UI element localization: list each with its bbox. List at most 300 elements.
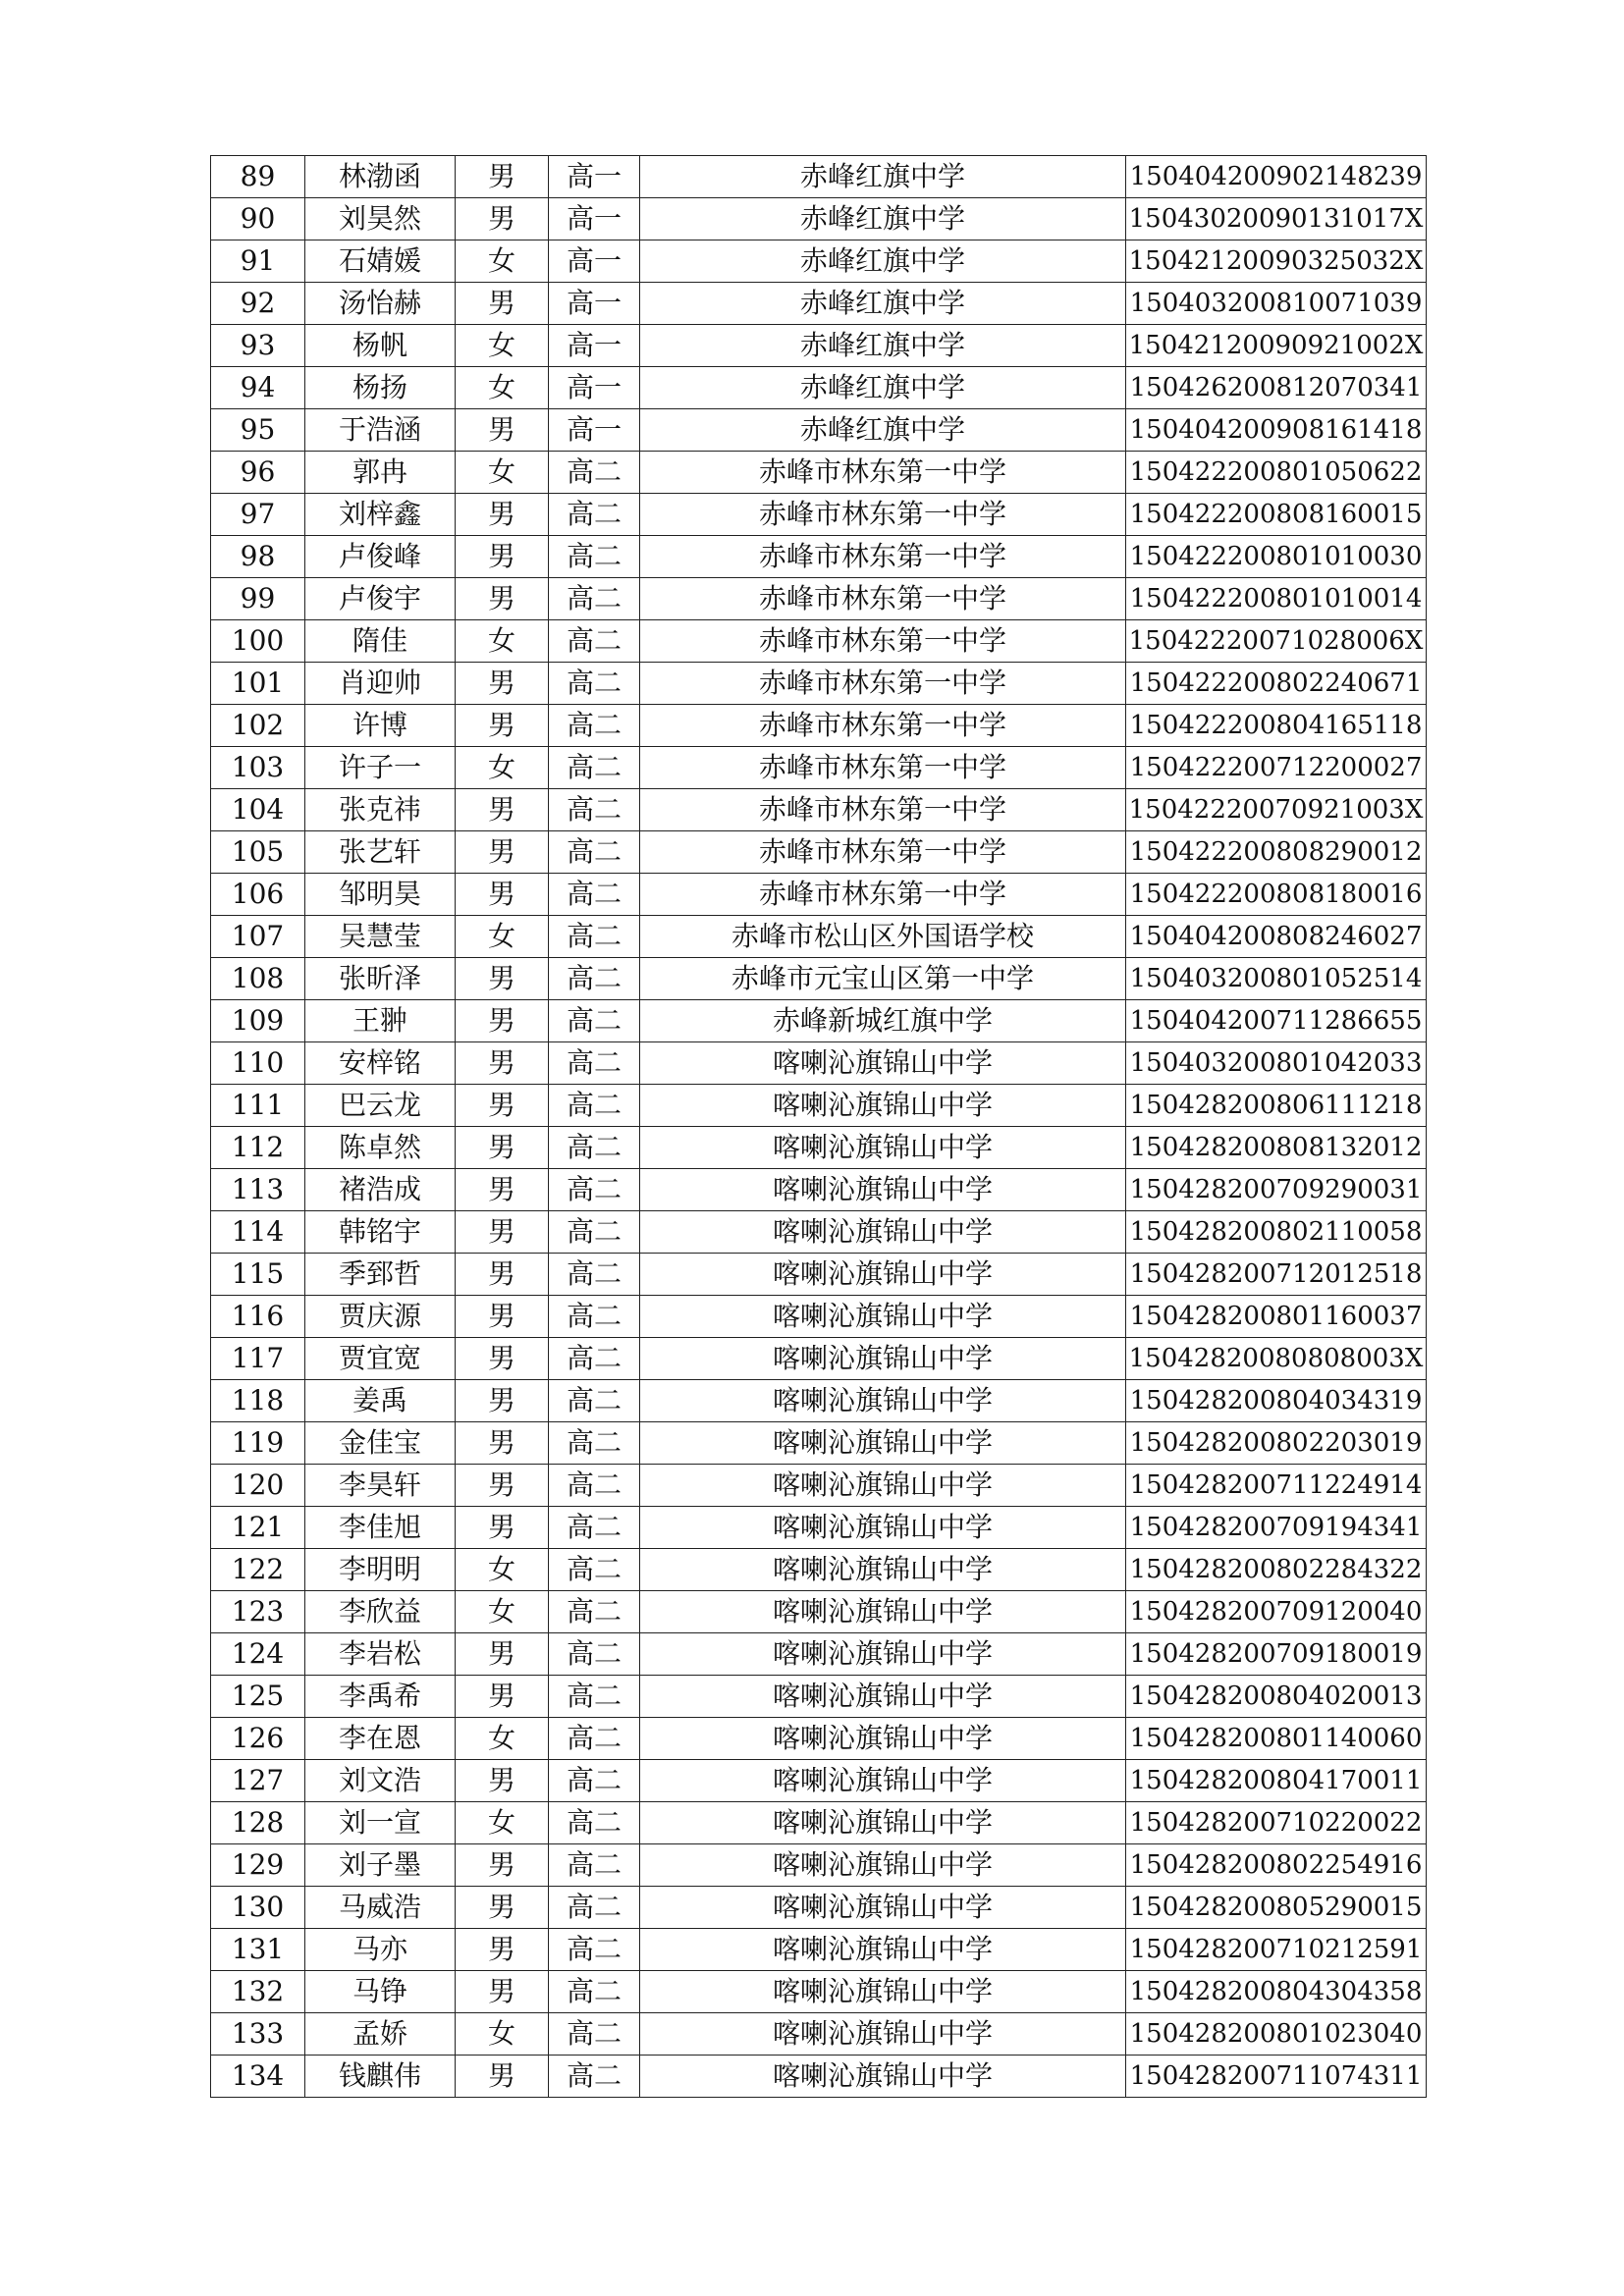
grade-cell: 高二: [549, 1929, 640, 1971]
school-cell: 喀喇沁旗锦山中学: [640, 1254, 1126, 1296]
id-number-cell: 15042120090921002X: [1126, 325, 1427, 367]
school-cell: 赤峰红旗中学: [640, 283, 1126, 325]
table-row: [211, 1591, 1427, 1633]
school-cell: 赤峰市林东第一中学: [640, 747, 1126, 789]
school-cell: 喀喇沁旗锦山中学: [640, 1971, 1126, 2013]
id-number-cell: 150428200805290015: [1126, 1887, 1427, 1929]
student-name-cell: 肖迎帅: [305, 663, 456, 705]
student-name-cell: 于浩涵: [305, 409, 456, 452]
school-cell: 赤峰红旗中学: [640, 325, 1126, 367]
school-cell: 赤峰红旗中学: [640, 367, 1126, 409]
gender-cell: 男: [456, 1887, 549, 1929]
row-number-cell: 123: [211, 1591, 305, 1633]
school-cell: 赤峰市林东第一中学: [640, 536, 1126, 578]
student-name-cell: 郭冉: [305, 452, 456, 494]
grade-cell: 高二: [549, 1760, 640, 1802]
grade-cell: 高二: [549, 747, 640, 789]
student-name-cell: 孟娇: [305, 2013, 456, 2056]
gender-cell: 男: [456, 874, 549, 916]
grade-cell: 高二: [549, 1971, 640, 2013]
row-number-cell: 101: [211, 663, 305, 705]
student-name-cell: 李欣益: [305, 1591, 456, 1633]
id-number-cell: 150422200804165118: [1126, 705, 1427, 747]
gender-cell: 男: [456, 198, 549, 240]
school-cell: 喀喇沁旗锦山中学: [640, 1718, 1126, 1760]
student-name-cell: 李昊轩: [305, 1465, 456, 1507]
student-name-cell: 姜禹: [305, 1380, 456, 1422]
grade-cell: 高一: [549, 325, 640, 367]
row-number-cell: 127: [211, 1760, 305, 1802]
table-row: [211, 1422, 1427, 1465]
table-row: [211, 1296, 1427, 1338]
table-row: [211, 240, 1427, 283]
id-number-cell: 150404200908161418: [1126, 409, 1427, 452]
student-name-cell: 李禹希: [305, 1676, 456, 1718]
row-number-cell: 116: [211, 1296, 305, 1338]
school-cell: 喀喇沁旗锦山中学: [640, 1633, 1126, 1676]
student-name-cell: 贾庆源: [305, 1296, 456, 1338]
school-cell: 喀喇沁旗锦山中学: [640, 1338, 1126, 1380]
row-number-cell: 124: [211, 1633, 305, 1676]
school-cell: 喀喇沁旗锦山中学: [640, 1887, 1126, 1929]
id-number-cell: 150403200801042033: [1126, 1042, 1427, 1085]
gender-cell: 男: [456, 2056, 549, 2098]
school-cell: 赤峰红旗中学: [640, 409, 1126, 452]
school-cell: 赤峰市林东第一中学: [640, 494, 1126, 536]
gender-cell: 男: [456, 1380, 549, 1422]
table-row: [211, 1169, 1427, 1211]
grade-cell: 高二: [549, 1211, 640, 1254]
school-cell: 喀喇沁旗锦山中学: [640, 2013, 1126, 2056]
student-name-cell: 刘一宣: [305, 1802, 456, 1844]
student-name-cell: 陈卓然: [305, 1127, 456, 1169]
table-row: [211, 578, 1427, 620]
school-cell: 赤峰红旗中学: [640, 156, 1126, 198]
student-name-cell: 杨帆: [305, 325, 456, 367]
table-row: [211, 198, 1427, 240]
grade-cell: 高二: [549, 2056, 640, 2098]
gender-cell: 男: [456, 578, 549, 620]
grade-cell: 高二: [549, 1169, 640, 1211]
grade-cell: 高二: [549, 1676, 640, 1718]
table-row: [211, 494, 1427, 536]
grade-cell: 高二: [549, 831, 640, 874]
school-cell: 喀喇沁旗锦山中学: [640, 1591, 1126, 1633]
gender-cell: 女: [456, 367, 549, 409]
gender-cell: 男: [456, 1169, 549, 1211]
student-name-cell: 钱麒伟: [305, 2056, 456, 2098]
gender-cell: 男: [456, 1760, 549, 1802]
table-row: [211, 1085, 1427, 1127]
table-row: [211, 1380, 1427, 1422]
id-number-cell: 15042820080808003X: [1126, 1338, 1427, 1380]
table-row: [211, 325, 1427, 367]
grade-cell: 高二: [549, 1338, 640, 1380]
student-name-cell: 李岩松: [305, 1633, 456, 1676]
student-name-cell: 张艺轩: [305, 831, 456, 874]
gender-cell: 男: [456, 831, 549, 874]
id-number-cell: 150403200810071039: [1126, 283, 1427, 325]
gender-cell: 男: [456, 1844, 549, 1887]
student-name-cell: 褚浩成: [305, 1169, 456, 1211]
table-row: [211, 367, 1427, 409]
row-number-cell: 119: [211, 1422, 305, 1465]
table-row: [211, 1802, 1427, 1844]
school-cell: 赤峰市林东第一中学: [640, 789, 1126, 831]
grade-cell: 高二: [549, 1549, 640, 1591]
grade-cell: 高二: [549, 620, 640, 663]
table-row: [211, 2013, 1427, 2056]
id-number-cell: 150428200802284322: [1126, 1549, 1427, 1591]
row-number-cell: 89: [211, 156, 305, 198]
student-roster-table: [210, 155, 1427, 2098]
grade-cell: 高二: [549, 1127, 640, 1169]
id-number-cell: 150428200802203019: [1126, 1422, 1427, 1465]
grade-cell: 高二: [549, 1000, 640, 1042]
student-name-cell: 刘文浩: [305, 1760, 456, 1802]
student-name-cell: 韩铭宇: [305, 1211, 456, 1254]
school-cell: 赤峰市林东第一中学: [640, 452, 1126, 494]
grade-cell: 高二: [549, 1887, 640, 1929]
gender-cell: 男: [456, 1929, 549, 1971]
row-number-cell: 122: [211, 1549, 305, 1591]
row-number-cell: 131: [211, 1929, 305, 1971]
school-cell: 赤峰市林东第一中学: [640, 663, 1126, 705]
grade-cell: 高二: [549, 1591, 640, 1633]
table-row: [211, 1549, 1427, 1591]
id-number-cell: 150428200710220022: [1126, 1802, 1427, 1844]
grade-cell: 高二: [549, 578, 640, 620]
id-number-cell: 150422200712200027: [1126, 747, 1427, 789]
row-number-cell: 97: [211, 494, 305, 536]
school-cell: 喀喇沁旗锦山中学: [640, 1169, 1126, 1211]
row-number-cell: 104: [211, 789, 305, 831]
table-row: [211, 452, 1427, 494]
id-number-cell: 150428200801140060: [1126, 1718, 1427, 1760]
table-row: [211, 1000, 1427, 1042]
gender-cell: 男: [456, 1254, 549, 1296]
grade-cell: 高二: [549, 452, 640, 494]
table-row: [211, 1844, 1427, 1887]
table-row: [211, 620, 1427, 663]
id-number-cell: 150428200710212591: [1126, 1929, 1427, 1971]
student-name-cell: 李明明: [305, 1549, 456, 1591]
school-cell: 喀喇沁旗锦山中学: [640, 2056, 1126, 2098]
id-number-cell: 150426200812070341: [1126, 367, 1427, 409]
grade-cell: 高二: [549, 1380, 640, 1422]
grade-cell: 高二: [549, 494, 640, 536]
school-cell: 喀喇沁旗锦山中学: [640, 1380, 1126, 1422]
grade-cell: 高二: [549, 916, 640, 958]
table-row: [211, 409, 1427, 452]
grade-cell: 高二: [549, 1802, 640, 1844]
school-cell: 赤峰市林东第一中学: [640, 620, 1126, 663]
student-name-cell: 汤怡赫: [305, 283, 456, 325]
row-number-cell: 117: [211, 1338, 305, 1380]
gender-cell: 男: [456, 1633, 549, 1676]
school-cell: 喀喇沁旗锦山中学: [640, 1296, 1126, 1338]
school-cell: 赤峰市林东第一中学: [640, 705, 1126, 747]
id-number-cell: 150404200808246027: [1126, 916, 1427, 958]
row-number-cell: 107: [211, 916, 305, 958]
table-row: [211, 1127, 1427, 1169]
id-number-cell: 150428200802254916: [1126, 1844, 1427, 1887]
row-number-cell: 112: [211, 1127, 305, 1169]
gender-cell: 男: [456, 494, 549, 536]
student-name-cell: 林渤函: [305, 156, 456, 198]
row-number-cell: 96: [211, 452, 305, 494]
id-number-cell: 150428200801160037: [1126, 1296, 1427, 1338]
row-number-cell: 110: [211, 1042, 305, 1085]
school-cell: 赤峰市林东第一中学: [640, 831, 1126, 874]
id-number-cell: 150428200804304358: [1126, 1971, 1427, 2013]
school-cell: 喀喇沁旗锦山中学: [640, 1127, 1126, 1169]
row-number-cell: 121: [211, 1507, 305, 1549]
gender-cell: 男: [456, 409, 549, 452]
table-row: [211, 705, 1427, 747]
table-row: [211, 1338, 1427, 1380]
id-number-cell: 150404200711286655: [1126, 1000, 1427, 1042]
table-row: [211, 283, 1427, 325]
row-number-cell: 132: [211, 1971, 305, 2013]
row-number-cell: 100: [211, 620, 305, 663]
grade-cell: 高二: [549, 1296, 640, 1338]
grade-cell: 高二: [549, 1507, 640, 1549]
student-name-cell: 巴云龙: [305, 1085, 456, 1127]
table-row: [211, 831, 1427, 874]
student-name-cell: 刘梓鑫: [305, 494, 456, 536]
gender-cell: 女: [456, 747, 549, 789]
grade-cell: 高一: [549, 240, 640, 283]
id-number-cell: 150428200806111218: [1126, 1085, 1427, 1127]
grade-cell: 高二: [549, 705, 640, 747]
school-cell: 喀喇沁旗锦山中学: [640, 1760, 1126, 1802]
id-number-cell: 150422200801010030: [1126, 536, 1427, 578]
row-number-cell: 114: [211, 1211, 305, 1254]
table-row: [211, 156, 1427, 198]
grade-cell: 高一: [549, 409, 640, 452]
school-cell: 喀喇沁旗锦山中学: [640, 1422, 1126, 1465]
gender-cell: 女: [456, 240, 549, 283]
gender-cell: 女: [456, 325, 549, 367]
table-row: [211, 958, 1427, 1000]
table-row: [211, 1676, 1427, 1718]
school-cell: 喀喇沁旗锦山中学: [640, 1929, 1126, 1971]
school-cell: 喀喇沁旗锦山中学: [640, 1676, 1126, 1718]
row-number-cell: 102: [211, 705, 305, 747]
row-number-cell: 129: [211, 1844, 305, 1887]
table-row: [211, 916, 1427, 958]
student-name-cell: 邹明昊: [305, 874, 456, 916]
school-cell: 喀喇沁旗锦山中学: [640, 1507, 1126, 1549]
id-number-cell: 150428200709180019: [1126, 1633, 1427, 1676]
school-cell: 喀喇沁旗锦山中学: [640, 1549, 1126, 1591]
student-name-cell: 安梓铭: [305, 1042, 456, 1085]
row-number-cell: 98: [211, 536, 305, 578]
student-name-cell: 石婧媛: [305, 240, 456, 283]
table-row: [211, 1254, 1427, 1296]
grade-cell: 高二: [549, 874, 640, 916]
grade-cell: 高二: [549, 789, 640, 831]
gender-cell: 男: [456, 705, 549, 747]
gender-cell: 男: [456, 1676, 549, 1718]
student-name-cell: 卢俊峰: [305, 536, 456, 578]
gender-cell: 男: [456, 283, 549, 325]
row-number-cell: 120: [211, 1465, 305, 1507]
student-name-cell: 隋佳: [305, 620, 456, 663]
school-cell: 赤峰市元宝山区第一中学: [640, 958, 1126, 1000]
gender-cell: 女: [456, 2013, 549, 2056]
id-number-cell: 150422200808290012: [1126, 831, 1427, 874]
row-number-cell: 133: [211, 2013, 305, 2056]
gender-cell: 男: [456, 1127, 549, 1169]
id-number-cell: 150428200808132012: [1126, 1127, 1427, 1169]
school-cell: 赤峰市林东第一中学: [640, 874, 1126, 916]
id-number-cell: 15043020090131017X: [1126, 198, 1427, 240]
gender-cell: 男: [456, 1085, 549, 1127]
student-name-cell: 李在恩: [305, 1718, 456, 1760]
row-number-cell: 108: [211, 958, 305, 1000]
grade-cell: 高一: [549, 198, 640, 240]
school-cell: 赤峰红旗中学: [640, 240, 1126, 283]
school-cell: 喀喇沁旗锦山中学: [640, 1211, 1126, 1254]
table-row: [211, 1465, 1427, 1507]
grade-cell: 高二: [549, 1042, 640, 1085]
row-number-cell: 94: [211, 367, 305, 409]
id-number-cell: 150403200801052514: [1126, 958, 1427, 1000]
table-row: [211, 874, 1427, 916]
id-number-cell: 150428200711074311: [1126, 2056, 1427, 2098]
gender-cell: 男: [456, 1338, 549, 1380]
student-name-cell: 许子一: [305, 747, 456, 789]
student-name-cell: 王翀: [305, 1000, 456, 1042]
student-name-cell: 金佳宝: [305, 1422, 456, 1465]
student-name-cell: 李佳旭: [305, 1507, 456, 1549]
table-row: [211, 1971, 1427, 2013]
gender-cell: 男: [456, 1211, 549, 1254]
table-row: [211, 1042, 1427, 1085]
table-row: [211, 789, 1427, 831]
student-name-cell: 马铮: [305, 1971, 456, 2013]
gender-cell: 男: [456, 1042, 549, 1085]
id-number-cell: 15042220071028006X: [1126, 620, 1427, 663]
grade-cell: 高二: [549, 663, 640, 705]
row-number-cell: 95: [211, 409, 305, 452]
school-cell: 赤峰红旗中学: [640, 198, 1126, 240]
row-number-cell: 92: [211, 283, 305, 325]
gender-cell: 女: [456, 916, 549, 958]
row-number-cell: 109: [211, 1000, 305, 1042]
student-name-cell: 张昕泽: [305, 958, 456, 1000]
gender-cell: 女: [456, 1549, 549, 1591]
student-name-cell: 张克祎: [305, 789, 456, 831]
row-number-cell: 103: [211, 747, 305, 789]
table-row: [211, 536, 1427, 578]
id-number-cell: 150422200802240671: [1126, 663, 1427, 705]
id-number-cell: 150428200804020013: [1126, 1676, 1427, 1718]
school-cell: 喀喇沁旗锦山中学: [640, 1844, 1126, 1887]
row-number-cell: 106: [211, 874, 305, 916]
table-row: [211, 1507, 1427, 1549]
school-cell: 赤峰新城红旗中学: [640, 1000, 1126, 1042]
row-number-cell: 113: [211, 1169, 305, 1211]
student-name-cell: 吴慧莹: [305, 916, 456, 958]
gender-cell: 男: [456, 1296, 549, 1338]
id-number-cell: 150428200804034319: [1126, 1380, 1427, 1422]
gender-cell: 男: [456, 1000, 549, 1042]
id-number-cell: 150428200802110058: [1126, 1211, 1427, 1254]
table-row: [211, 1929, 1427, 1971]
student-name-cell: 卢俊宇: [305, 578, 456, 620]
student-name-cell: 马亦: [305, 1929, 456, 1971]
grade-cell: 高二: [549, 1718, 640, 1760]
grade-cell: 高二: [549, 1844, 640, 1887]
id-number-cell: 150422200801050622: [1126, 452, 1427, 494]
id-number-cell: 150422200801010014: [1126, 578, 1427, 620]
row-number-cell: 99: [211, 578, 305, 620]
id-number-cell: 150422200808160015: [1126, 494, 1427, 536]
id-number-cell: 150428200709120040: [1126, 1591, 1427, 1633]
row-number-cell: 91: [211, 240, 305, 283]
row-number-cell: 130: [211, 1887, 305, 1929]
school-cell: 喀喇沁旗锦山中学: [640, 1042, 1126, 1085]
row-number-cell: 105: [211, 831, 305, 874]
student-name-cell: 季郅哲: [305, 1254, 456, 1296]
row-number-cell: 126: [211, 1718, 305, 1760]
grade-cell: 高一: [549, 367, 640, 409]
table-row: [211, 663, 1427, 705]
gender-cell: 男: [456, 536, 549, 578]
grade-cell: 高一: [549, 156, 640, 198]
row-number-cell: 115: [211, 1254, 305, 1296]
table-row: [211, 1633, 1427, 1676]
id-number-cell: 15042220070921003X: [1126, 789, 1427, 831]
table-row: [211, 747, 1427, 789]
school-cell: 喀喇沁旗锦山中学: [640, 1085, 1126, 1127]
id-number-cell: 150428200804170011: [1126, 1760, 1427, 1802]
gender-cell: 男: [456, 1971, 549, 2013]
gender-cell: 女: [456, 1718, 549, 1760]
row-number-cell: 111: [211, 1085, 305, 1127]
gender-cell: 男: [456, 663, 549, 705]
grade-cell: 高二: [549, 536, 640, 578]
grade-cell: 高二: [549, 1254, 640, 1296]
gender-cell: 男: [456, 789, 549, 831]
gender-cell: 女: [456, 452, 549, 494]
id-number-cell: 150404200902148239: [1126, 156, 1427, 198]
grade-cell: 高二: [549, 1422, 640, 1465]
school-cell: 赤峰市林东第一中学: [640, 578, 1126, 620]
grade-cell: 高二: [549, 958, 640, 1000]
gender-cell: 男: [456, 1465, 549, 1507]
school-cell: 喀喇沁旗锦山中学: [640, 1465, 1126, 1507]
grade-cell: 高二: [549, 1465, 640, 1507]
roster-body: [211, 156, 1427, 2098]
gender-cell: 男: [456, 156, 549, 198]
row-number-cell: 125: [211, 1676, 305, 1718]
id-number-cell: 150428200709194341: [1126, 1507, 1427, 1549]
grade-cell: 高二: [549, 1085, 640, 1127]
id-number-cell: 15042120090325032X: [1126, 240, 1427, 283]
grade-cell: 高一: [549, 283, 640, 325]
row-number-cell: 118: [211, 1380, 305, 1422]
id-number-cell: 150428200709290031: [1126, 1169, 1427, 1211]
gender-cell: 男: [456, 1507, 549, 1549]
table-row: [211, 2056, 1427, 2098]
gender-cell: 女: [456, 620, 549, 663]
row-number-cell: 134: [211, 2056, 305, 2098]
gender-cell: 女: [456, 1591, 549, 1633]
